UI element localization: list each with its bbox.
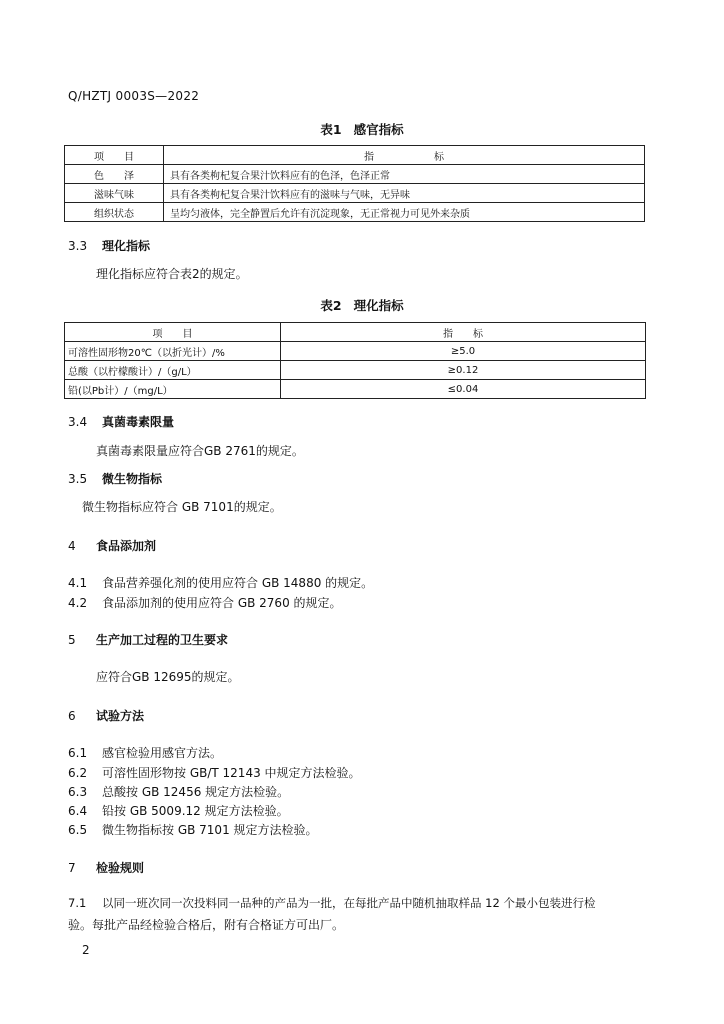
table-cell: 组织状态 [65, 203, 164, 222]
table-cell: 滋味气味 [65, 184, 164, 203]
table2-caption-title: 理化指标 [353, 298, 404, 313]
list-item: 6.2 可溶性固形物按 GB/T 12143 中规定方法检验。 [68, 766, 361, 780]
list-item: 4.1 食品营养强化剂的使用应符合 GB 14880 的规定。 [68, 576, 374, 590]
section-heading-7: 7 检验规则 [68, 861, 145, 875]
list-item: 6.5 微生物指标按 GB 7101 规定方法检验。 [68, 823, 318, 837]
physicochemical-table [64, 322, 646, 399]
section-heading-3-4: 3.4 真菌毒素限量 [68, 415, 175, 429]
section-heading-3-3: 3.3 理化指标 [68, 239, 151, 253]
paragraph-7-1-line2: 验。每批产品经检验合格后，附有合格证方可出厂。 [68, 918, 345, 932]
table1-caption-title: 感官指标 [353, 122, 404, 137]
section-3-4-text: 真菌毒素限量应符合GB 2761的规定。 [96, 444, 304, 458]
table-row [65, 342, 646, 361]
table-cell: ≤0.04 [281, 380, 646, 399]
document-code: Q/HZTJ 0003S—2022 [68, 89, 200, 103]
table1-caption-number: 表1 [320, 122, 342, 137]
list-item: 6.1 感官检验用感官方法。 [68, 746, 223, 760]
list-item: 6.3 总酸按 GB 12456 规定方法检验。 [68, 785, 290, 799]
section-3-5-text: 微生物指标应符合 GB 7101的规定。 [82, 500, 282, 514]
page-number: 2 [82, 943, 90, 957]
table-cell: 具有各类枸杞复合果汁饮料应有的色泽，色泽正常 [164, 165, 645, 184]
table-header-row [65, 323, 646, 342]
table-row [65, 203, 645, 222]
table-cell: ≥5.0 [281, 342, 646, 361]
table-header-cell: 指 标 [281, 323, 646, 342]
table-row [65, 184, 645, 203]
table-cell: 总酸（以柠檬酸计）/（g/L） [65, 361, 281, 380]
table-cell: ≥0.12 [281, 361, 646, 380]
table-row [65, 380, 646, 399]
sensory-table [64, 145, 645, 222]
table-header-row [65, 146, 645, 165]
table-cell: 铅(以Pb计）/（mg/L） [65, 380, 281, 399]
table2-caption [0, 296, 724, 314]
table-header-cell: 指 标 [164, 146, 645, 165]
table-row [65, 165, 645, 184]
table-header-cell: 项 目 [65, 146, 164, 165]
section-heading-3-5: 3.5 微生物指标 [68, 472, 163, 486]
section-heading-5: 5 生产加工过程的卫生要求 [68, 633, 229, 647]
table-cell: 具有各类枸杞复合果汁饮料应有的滋味与气味，无异味 [164, 184, 645, 203]
table-cell: 色 泽 [65, 165, 164, 184]
table1-caption [0, 120, 724, 138]
section-5-text: 应符合GB 12695的规定。 [96, 670, 240, 684]
section-3-3-text: 理化指标应符合表2的规定。 [96, 267, 248, 281]
list-item: 6.4 铅按 GB 5009.12 规定方法检验。 [68, 804, 289, 818]
section-heading-6: 6 试验方法 [68, 709, 145, 723]
section-heading-4: 4 食品添加剂 [68, 539, 157, 553]
table-header-cell: 项 目 [65, 323, 281, 342]
table-row [65, 361, 646, 380]
list-item: 4.2 食品添加剂的使用应符合 GB 2760 的规定。 [68, 596, 342, 610]
table-cell: 可溶性固形物20℃（以折光计）/% [65, 342, 281, 361]
table-cell: 呈均匀液体，完全静置后允许有沉淀现象，无正常视力可见外来杂质 [164, 203, 645, 222]
table2-caption-number: 表2 [320, 298, 342, 313]
paragraph-7-1-line1: 7.1 以同一班次同一次投料同一品种的产品为一批，在每批产品中随机抽取样品 12 个最小包装进行检 [68, 896, 596, 910]
